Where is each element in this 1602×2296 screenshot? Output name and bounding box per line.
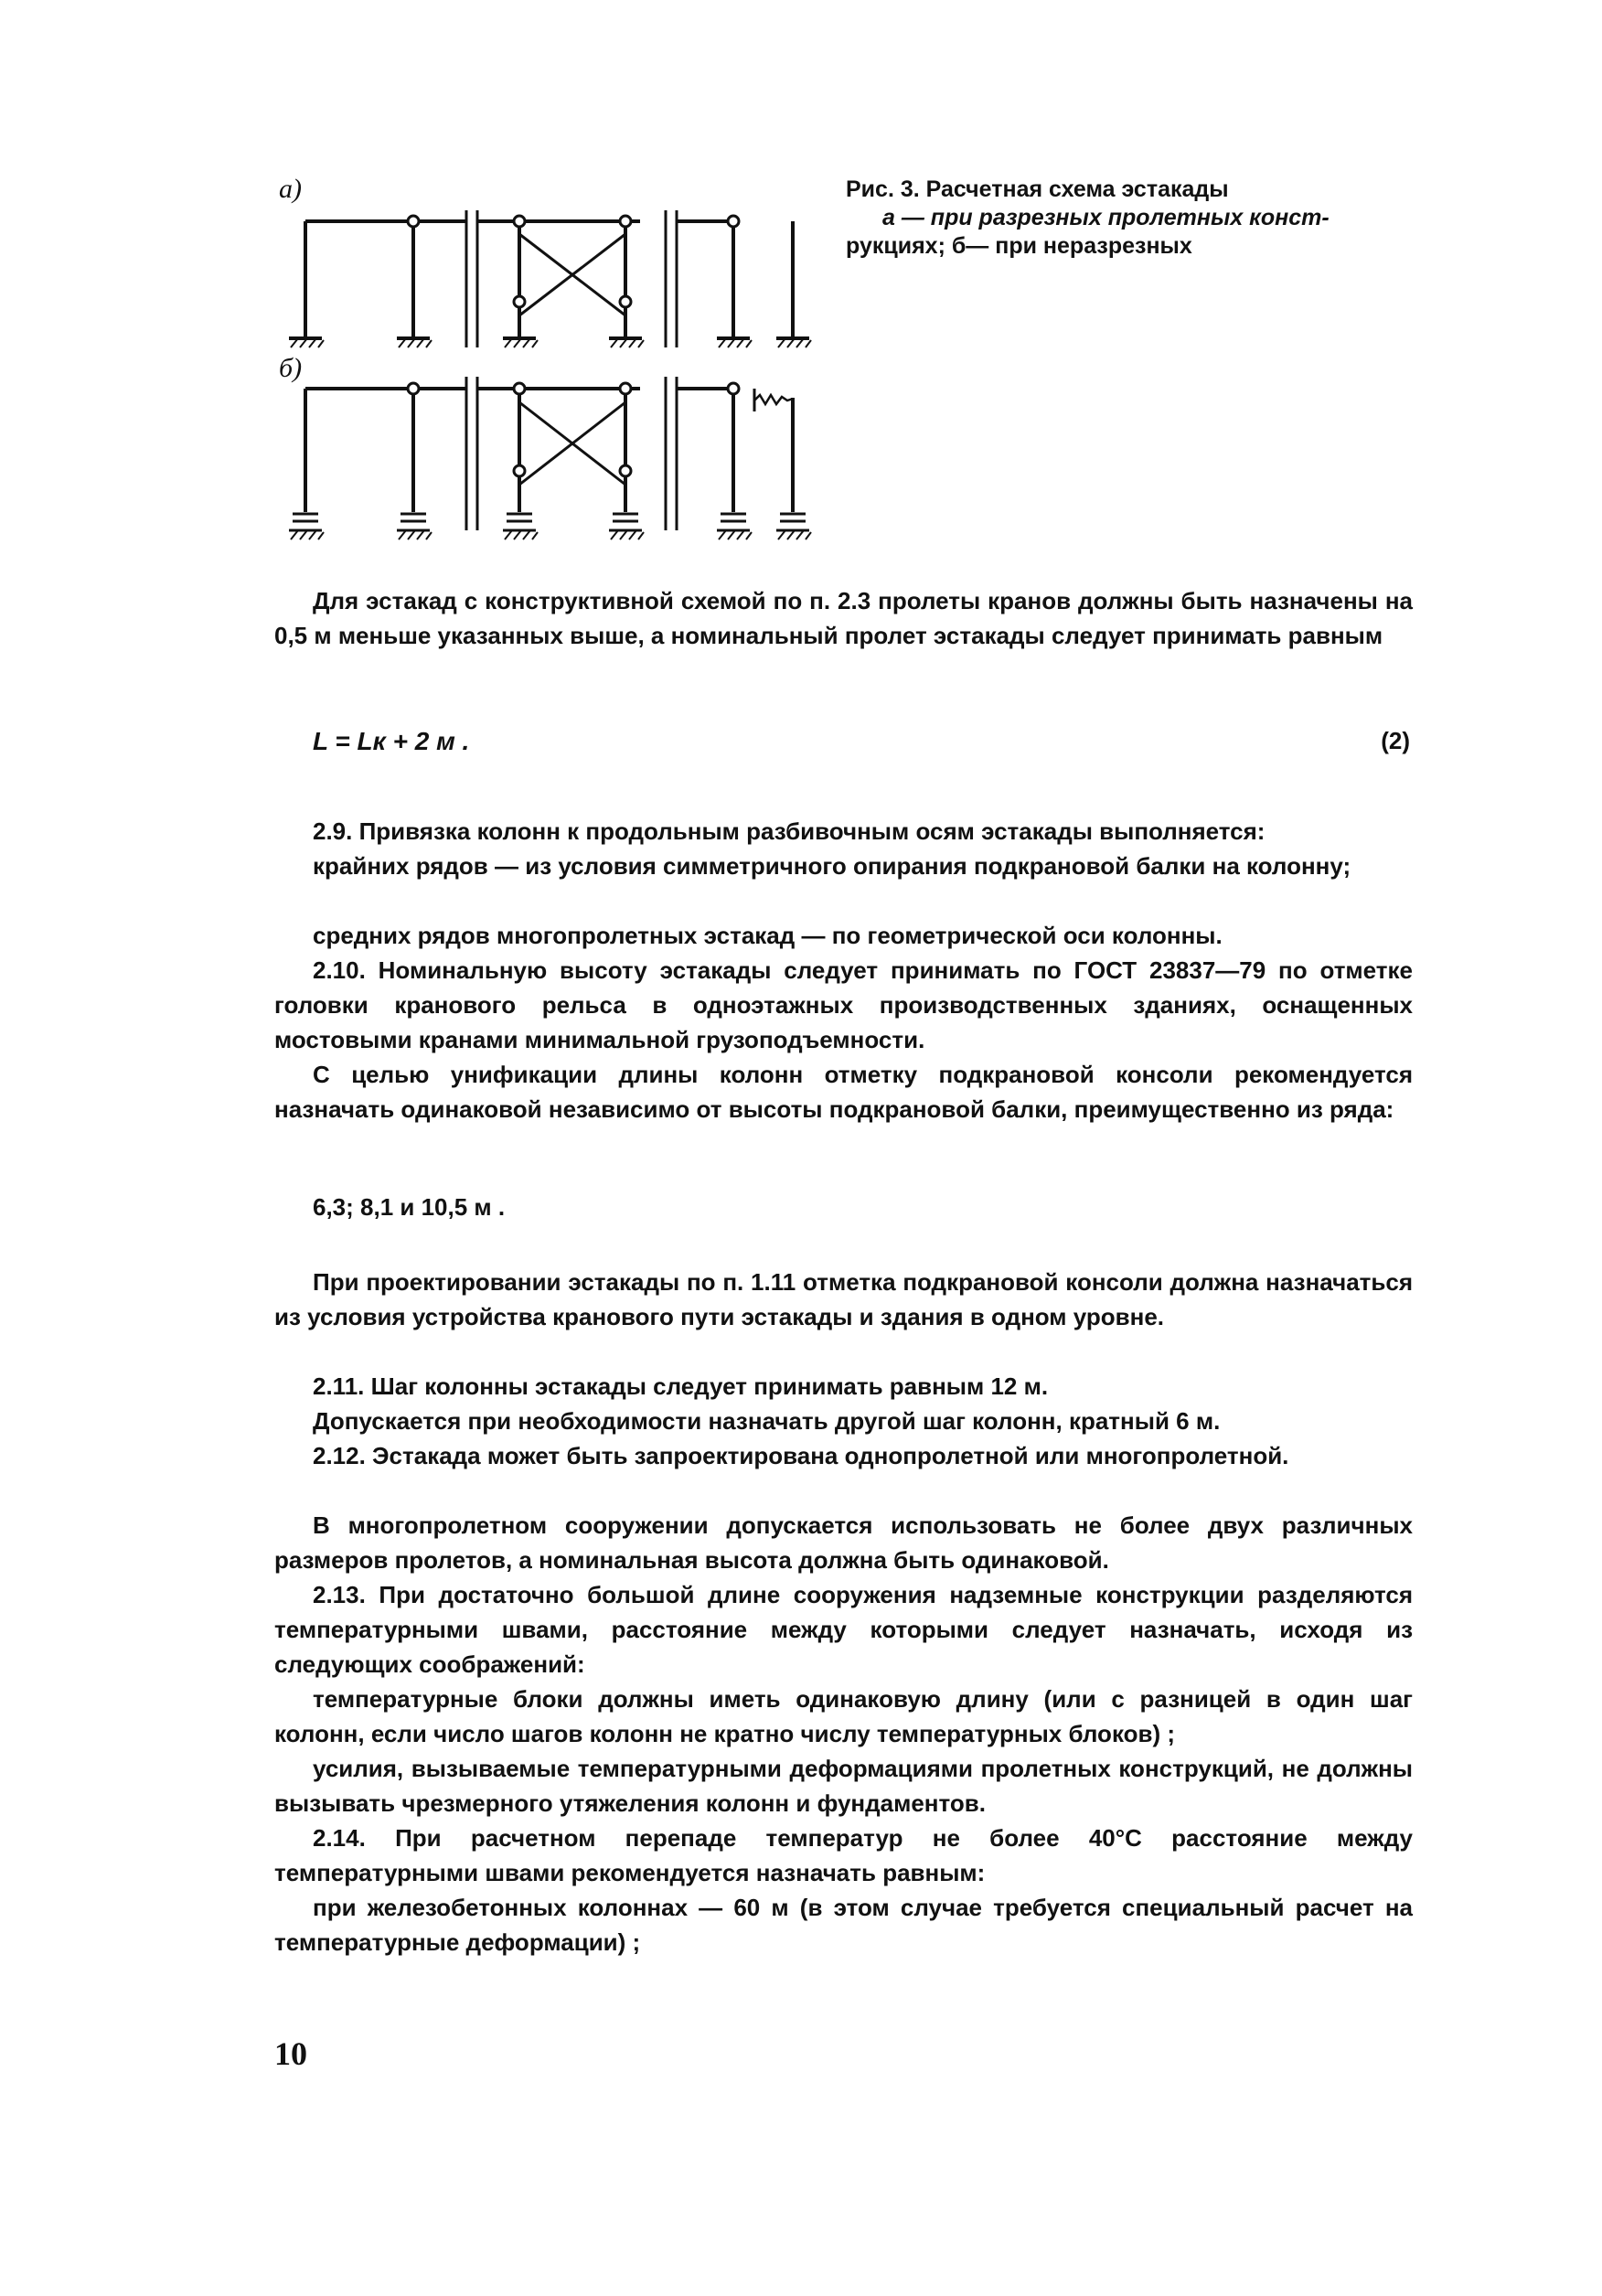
paragraph-2-13-blocks: температурные блоки должны иметь одинаковую длину (или с разницей в один шаг колонн, если число шагов колонн не кратно числу температурных блоков) ; bbox=[274, 1685, 1413, 1747]
trestle-scheme-figure bbox=[274, 174, 841, 558]
paragraph-2-11-step: Допускается при необходимости назначать другой шаг колонн, кратный 6 м. bbox=[313, 1407, 1221, 1435]
paragraph-2-12-spans: В многопролетном сооружении допускается использовать не более двух различных размеров пролетов, а номинальная высота должна быть одинаковой. bbox=[274, 1511, 1413, 1574]
formula-span: L = Lк + 2 м . bbox=[313, 727, 470, 755]
paragraph-2-13: 2.13. При достаточно большой длине сооружения надземные конструкции разделяются температурными швами, расстояние между которыми следует назначать, исходя из следующих соображений: bbox=[274, 1581, 1413, 1678]
paragraph-2-9: 2.9. Привязка колонн к продольным разбивочным осям эстакады выполняется: bbox=[313, 817, 1266, 845]
paragraph-2-10-unification: С целью унификации длины колонн отметку подкрановой консоли рекомендуется назначать одинаковой независимо от высоты подкрановой балки, преимущественно из ряда: bbox=[274, 1061, 1413, 1123]
figure-label-b: б) bbox=[279, 353, 303, 383]
paragraph-2-9-middle-rows: средних рядов многопролетных эстакад — по геометрической оси колонны. bbox=[313, 922, 1223, 949]
paragraph-span-reduction: Для эстакад с конструктивной схемой по п. 2.3 пролеты кранов должны быть назначены на 0,5 м меньше указанных выше, а номинальный пролет эстакады следует принимать равным bbox=[274, 587, 1413, 649]
figure-caption bbox=[846, 176, 1413, 261]
caption-line-b: рукциях; б— при неразрезных bbox=[846, 233, 1192, 259]
frame-diagram bbox=[274, 174, 841, 558]
paragraph-2-14: 2.14. При расчетном перепаде температур не более 40°С расстояние между температурными швами рекомендуется назначать равным: bbox=[274, 1824, 1413, 1886]
formula-number: (2) bbox=[1381, 727, 1410, 754]
paragraph-2-14-columns: при железобетонных колоннах — 60 м (в этом случае требуется специальный расчет на температурные деформации) ; bbox=[274, 1894, 1413, 1956]
height-values: 6,3; 8,1 и 10,5 м . bbox=[313, 1193, 506, 1221]
caption-title: Рис. 3. Расчетная схема эстакады bbox=[846, 176, 1229, 202]
paragraph-2-9-outer-rows: крайних рядов — из условия симметричного опирания подкрановой балки на колонну; bbox=[313, 852, 1351, 880]
paragraph-2-13-forces: усилия, вызываемые температурными деформациями пролетных конструкций, не должны вызывать чрезмерного утяжеления колонн и фундаментов. bbox=[274, 1755, 1413, 1817]
caption-line-a: а — при разрезных пролетных конст- bbox=[882, 205, 1330, 230]
figure-label-a: а) bbox=[279, 174, 302, 204]
paragraph-2-10: 2.10. Номинальную высоту эстакады следует принимать по ГОСТ 23837—79 по отметке головки кранового рельса в одноэтажных производственных зданиях, оснащенных мостовыми кранами минимальной грузоподъемности. bbox=[274, 956, 1413, 1053]
page-number: 10 bbox=[274, 2035, 307, 2072]
paragraph-2-11: 2.11. Шаг колонны эстакады следует принимать равным 12 м. bbox=[313, 1372, 1049, 1400]
paragraph-design: При проектировании эстакады по п. 1.11 отметка подкрановой консоли должна назначаться из условия устройства кранового пути эстакады и здания в одном уровне. bbox=[274, 1268, 1413, 1330]
paragraph-2-12: 2.12. Эстакада может быть запроектирована однопролетной или многопролетной. bbox=[313, 1442, 1289, 1469]
